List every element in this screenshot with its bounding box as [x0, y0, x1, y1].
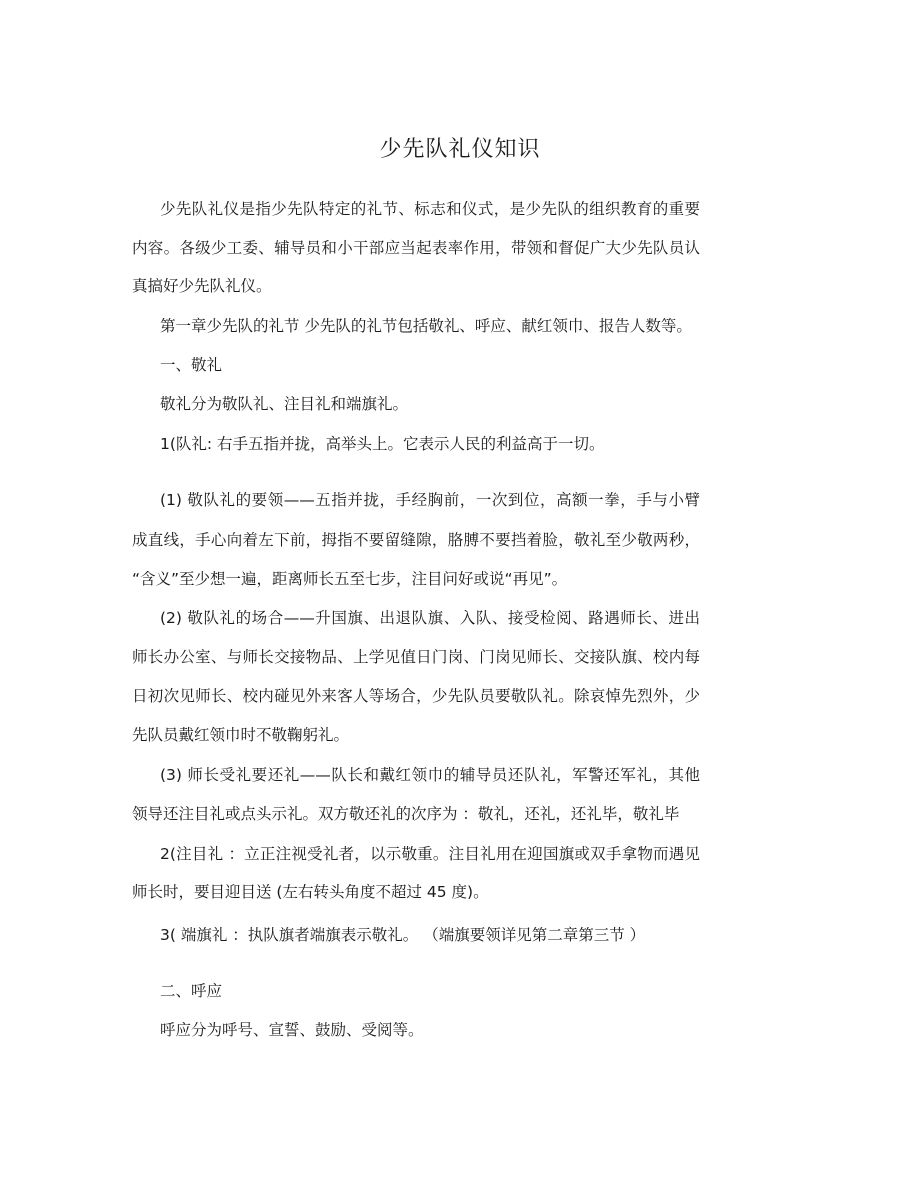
- intro-line-3: 真搞好少先队礼仪。: [132, 277, 272, 295]
- item-3-line-2: 领导还注目礼或点头示礼。双方敬还礼的次序为 ：敬礼，还礼，还礼毕，敬礼毕: [132, 805, 680, 823]
- item-2-line-1: (2) 敬队礼的场合——升国旗、出退队旗、入队、接受检阅、路遇师长、进出: [160, 609, 700, 627]
- item-1-line-2: 成直线，手心向着左下前，拇指不要留缝隙，胳膊不要挡着脸，敬礼至少敬两秒，: [132, 531, 700, 549]
- item-2-line-3: 日初次见师长、校内碰见外来客人等场合，少先队员要敬队礼。除哀悼先烈外，少: [132, 687, 700, 705]
- item-2-line-2: 师长办公室、与师长交接物品、上学见值日门岗、门岗见师长、交接队旗、校内每: [132, 648, 700, 666]
- document-title: 少先队礼仪知识: [379, 137, 541, 162]
- item-3-line-1: (3) 师长受礼要还礼——队长和戴红领巾的辅导员还队礼，军警还军礼，其他: [160, 766, 700, 784]
- flag-salute-paragraph: 3( 端旗礼 ：执队旗者端旗表示敬礼。 （端旗要领详见第二章第三节 ）: [160, 926, 646, 944]
- chapter-1-paragraph: 第一章少先队的礼节 少先队的礼节包括敬礼、呼应、献红领巾、报告人数等。: [160, 317, 692, 335]
- section-2-heading: 二、呼应: [160, 982, 223, 1000]
- intro-line-1: 少先队礼仪是指少先队特定的礼节、标志和仪式，是少先队的组织教育的重要: [160, 200, 700, 218]
- team-salute-paragraph: 1(队礼: 右手五指并拢，高举头上。它表示人民的利益高于一切。: [160, 435, 605, 453]
- attention-salute-line-2: 师长时，要目迎目送 (左右转头角度不超过 45 度)。: [132, 883, 489, 901]
- intro-line-2: 内容。各级少工委、辅导员和小干部应当起表率作用，带领和督促广大少先队员认: [132, 239, 700, 257]
- response-types-paragraph: 呼应分为呼号、宣誓、鼓励、受阅等。: [160, 1021, 424, 1039]
- salute-types-paragraph: 敬礼分为敬队礼、注目礼和端旗礼。: [160, 395, 409, 413]
- attention-salute-line-1: 2(注目礼 ：立正注视受礼者，以示敬重。注目礼用在迎国旗或双手拿物而遇见: [160, 845, 700, 863]
- item-2-line-4: 先队员戴红领巾时不敬鞠躬礼。: [132, 726, 350, 744]
- item-1-line-3: “含义”至少想一遍，距离师长五至七步，注目问好或说“再见”。: [132, 570, 568, 588]
- section-1-heading: 一、敬礼: [160, 356, 223, 374]
- item-1-line-1: (1) 敬队礼的要领——五指并拢，手经胸前，一次到位，高额一拳，手与小臂: [160, 491, 700, 509]
